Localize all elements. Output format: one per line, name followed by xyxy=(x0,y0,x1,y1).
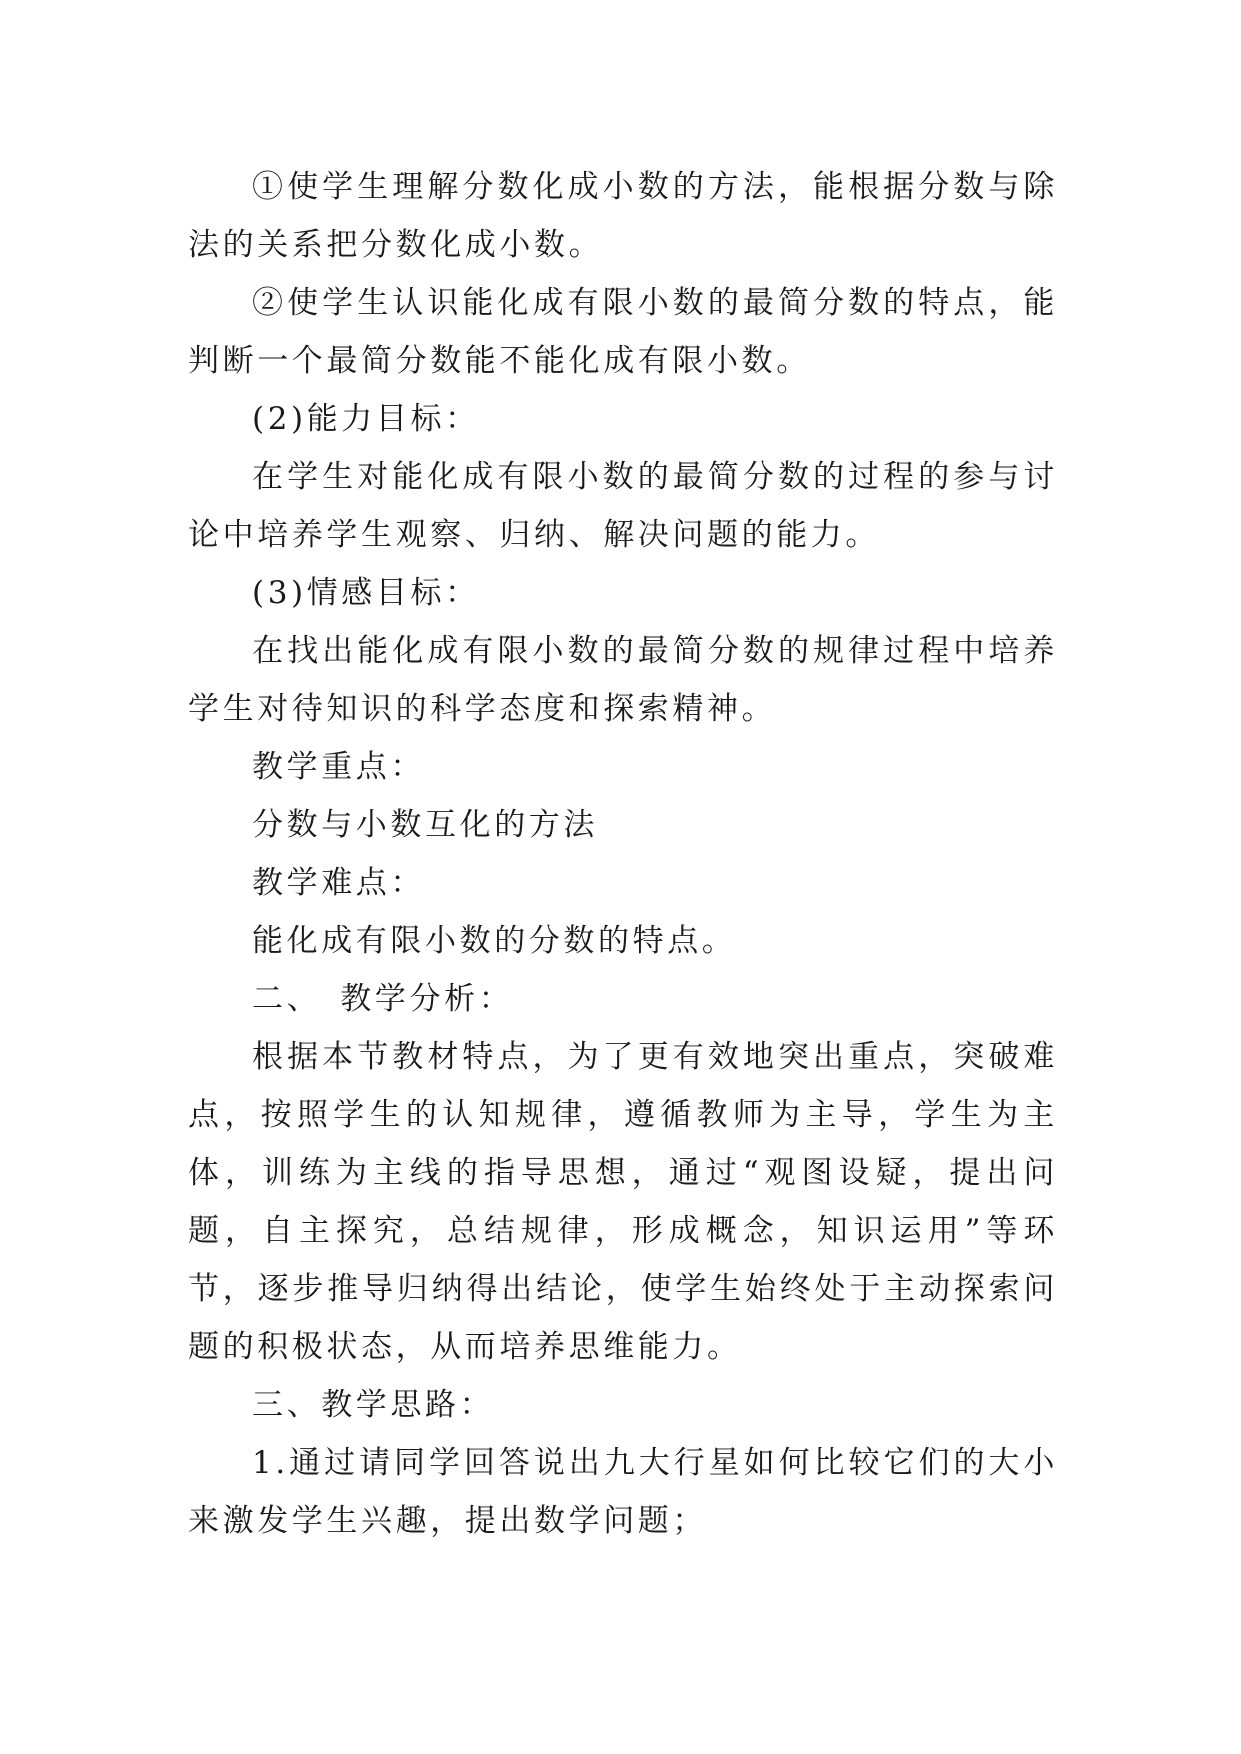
heading-teaching-approach: 三、教学思路： xyxy=(252,1387,495,1423)
heading-emotion-goal: (3)情感目标： xyxy=(252,575,480,611)
paragraph-ability-goal: 在学生对能化成有限小数的最简分数的过程的参与讨论中培养学生观察、归纳、解决问题的能力。 xyxy=(188,459,1058,553)
paragraph-objective-1: ①使学生理解分数化成小数的方法，能根据分数与除法的关系把分数化成小数。 xyxy=(188,169,1058,263)
heading-teaching-analysis: 二、 教学分析： xyxy=(252,981,514,1017)
paragraph-teaching-approach-1: 1.通过请同学回答说出九大行星如何比较它们的大小来激发学生兴趣，提出数学问题； xyxy=(188,1445,1058,1539)
paragraph-teaching-focus: 分数与小数互化的方法 xyxy=(252,807,598,843)
heading-ability-goal: (2)能力目标： xyxy=(252,401,480,437)
paragraph-emotion-goal: 在找出能化成有限小数的最简分数的规律过程中培养学生对待知识的科学态度和探索精神。 xyxy=(188,633,1058,727)
paragraph-teaching-analysis: 根据本节教材特点，为了更有效地突出重点，突破难点，按照学生的认知规律，遵循教师为主导，学生为主体，训练为主线的指导思想，通过“观图设疑，提出问题，自主探究，总结规律，形成概念，知识运用”等环节，逐步推导归纳得出结论，使学生始终处于主动探索问题的积极状态，从而培养思维能力。 xyxy=(188,1039,1058,1365)
heading-teaching-difficulty: 教学难点： xyxy=(252,865,425,901)
paragraph-objective-2: ②使学生认识能化成有限小数的最简分数的特点，能判断一个最简分数能不能化成有限小数。 xyxy=(188,285,1058,379)
paragraph-teaching-difficulty: 能化成有限小数的分数的特点。 xyxy=(252,923,737,959)
document-body xyxy=(188,158,1058,1550)
heading-teaching-focus: 教学重点： xyxy=(252,749,425,785)
